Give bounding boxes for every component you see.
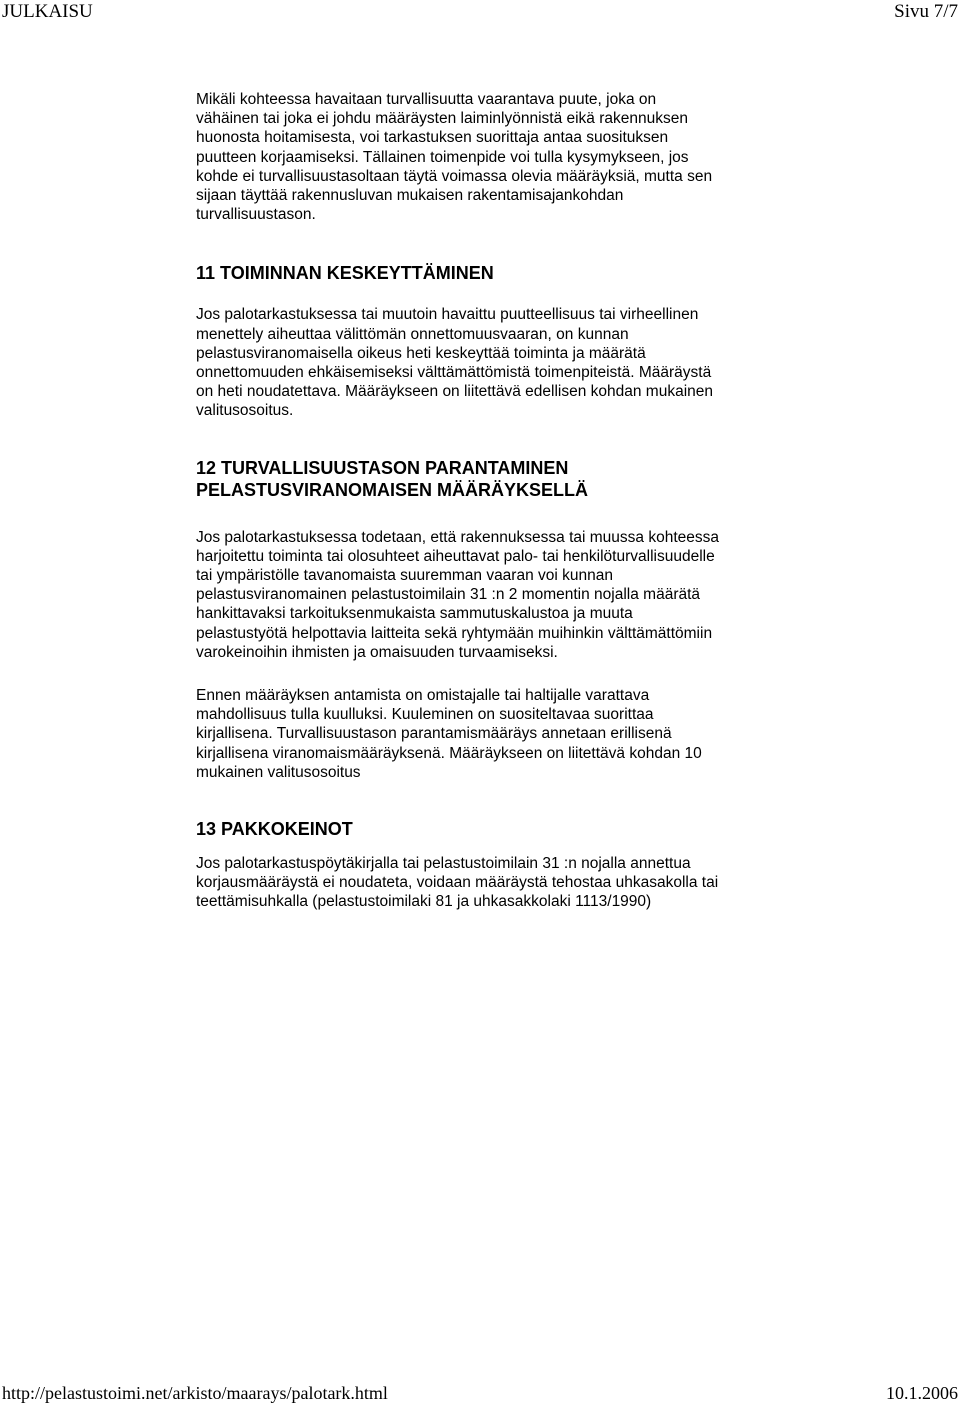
text-line: Jos palotarkastuksessa tai muutoin havaittu puutteellisuus tai virheellinen bbox=[196, 306, 699, 324]
text-line: menettely aiheuttaa välittömän onnettomuusvaaran, on kunnan bbox=[196, 325, 629, 343]
text-line: on heti noudatettava. Määräykseen on liitettävä edellisen kohdan mukainen bbox=[196, 383, 714, 401]
page-footer bbox=[0, 1382, 960, 1405]
text-line: Mikäli kohteessa havaitaan turvallisuutta vaarantava puute, joka on bbox=[196, 91, 657, 108]
section-13-heading: 13 PAKKOKEINOT bbox=[196, 819, 353, 840]
text-line: tai ympäristölle tavanomaista suuremman vaaran voi kunnan bbox=[196, 567, 613, 585]
text-line: korjausmääräystä ei noudateta, voidaan määräystä tehostaa uhkasakolla tai bbox=[196, 874, 719, 892]
section-13-paragraph bbox=[196, 854, 786, 912]
text-line: mukainen valitusosoitus bbox=[196, 763, 361, 781]
text-line: pelastusviranomaisella oikeus heti keskeyttää toiminta ja määrätä bbox=[196, 344, 646, 362]
text-line: kirjallisena viranomaismääräyksenä. Määräykseen on liitettävä kohdan 10 bbox=[196, 744, 702, 762]
section-11-heading: 11 TOIMINNAN KESKEYTTÄMINEN bbox=[196, 263, 494, 284]
text-line: valitusosoitus. bbox=[196, 402, 294, 420]
footer-date: 10.1.2006 bbox=[886, 1383, 958, 1403]
text-line: hankittavaksi tarkoituksenmukaista sammutuskalustoa ja muuta bbox=[196, 605, 633, 623]
header-publication-label: JULKAISU bbox=[2, 1, 93, 22]
text-line: harjoitettu toiminta tai olosuhteet aiheuttavat palo- tai henkilöturvallisuudelle bbox=[196, 547, 715, 565]
text-line: huonosta hoitamisesta, voi tarkastuksen suorittaja antaa suosituksen bbox=[196, 129, 669, 147]
text-line: vähäinen tai joka ei johdu määräysten laiminlyönnistä eikä rakennuksen bbox=[196, 110, 688, 128]
section-11-paragraph bbox=[196, 305, 786, 420]
footer-source-url: http://pelastustoimi.net/arkisto/maarays/palotark.html bbox=[2, 1383, 388, 1403]
text-line: kirjallisena. Turvallisuustason parantamismääräys annetaan erillisenä bbox=[196, 725, 672, 743]
text-line: varokeinoihin ihmisten ja omaisuuden turvaamiseksi. bbox=[196, 643, 558, 661]
text-line: Jos palotarkastuksessa todetaan, että rakennuksessa tai muussa kohteessa bbox=[196, 528, 719, 546]
document-body bbox=[196, 90, 786, 912]
page-header bbox=[0, 0, 960, 24]
text-line: onnettomuuden ehkäisemiseksi välttämättömistä toimenpiteistä. Määräystä bbox=[196, 364, 712, 382]
text-line: Ennen määräyksen antamista on omistajalle tai haltijalle varattava bbox=[196, 687, 650, 705]
text-line: pelastustyötä helpottavia laitteita sekä ryhtymään muihinkin välttämättömiin bbox=[196, 624, 713, 642]
header-page-number: Sivu 7/7 bbox=[894, 1, 958, 22]
text-line: pelastusviranomainen pelastustoimilain 31 :n 2 momentin nojalla määrätä bbox=[196, 586, 701, 604]
text-line: Jos palotarkastuspöytäkirjalla tai pelastustoimilain 31 :n nojalla annettua bbox=[196, 855, 691, 873]
text-line: puutteen korjaamiseksi. Tällainen toimenpide voi tulla kysymykseen, jos bbox=[196, 148, 689, 166]
text-line: sijaan täyttää rakennusluvan mukaisen rakentamisajankohdan bbox=[196, 187, 624, 205]
text-line: mahdollisuus tulla kuulluksi. Kuuleminen on suositeltavaa suorittaa bbox=[196, 706, 654, 724]
section-12-paragraph-1 bbox=[196, 528, 786, 662]
heading-line: 12 TURVALLISUUSTASON PARANTAMINEN bbox=[196, 457, 569, 478]
heading-line: PELASTUSVIRANOMAISEN MÄÄRÄYKSELLÄ bbox=[196, 479, 589, 500]
intro-paragraph bbox=[196, 90, 786, 224]
section-12-heading bbox=[196, 457, 786, 501]
text-line: kohde ei turvallisuustasoltaan täytä voimassa olevia määräyksiä, mutta sen bbox=[196, 167, 713, 185]
text-line: teettämisuhkalla (pelastustoimilaki 81 ja uhkasakkolaki 1113/1990) bbox=[196, 893, 652, 911]
text-line: turvallisuustason. bbox=[196, 206, 316, 224]
section-12-paragraph-2 bbox=[196, 686, 786, 782]
